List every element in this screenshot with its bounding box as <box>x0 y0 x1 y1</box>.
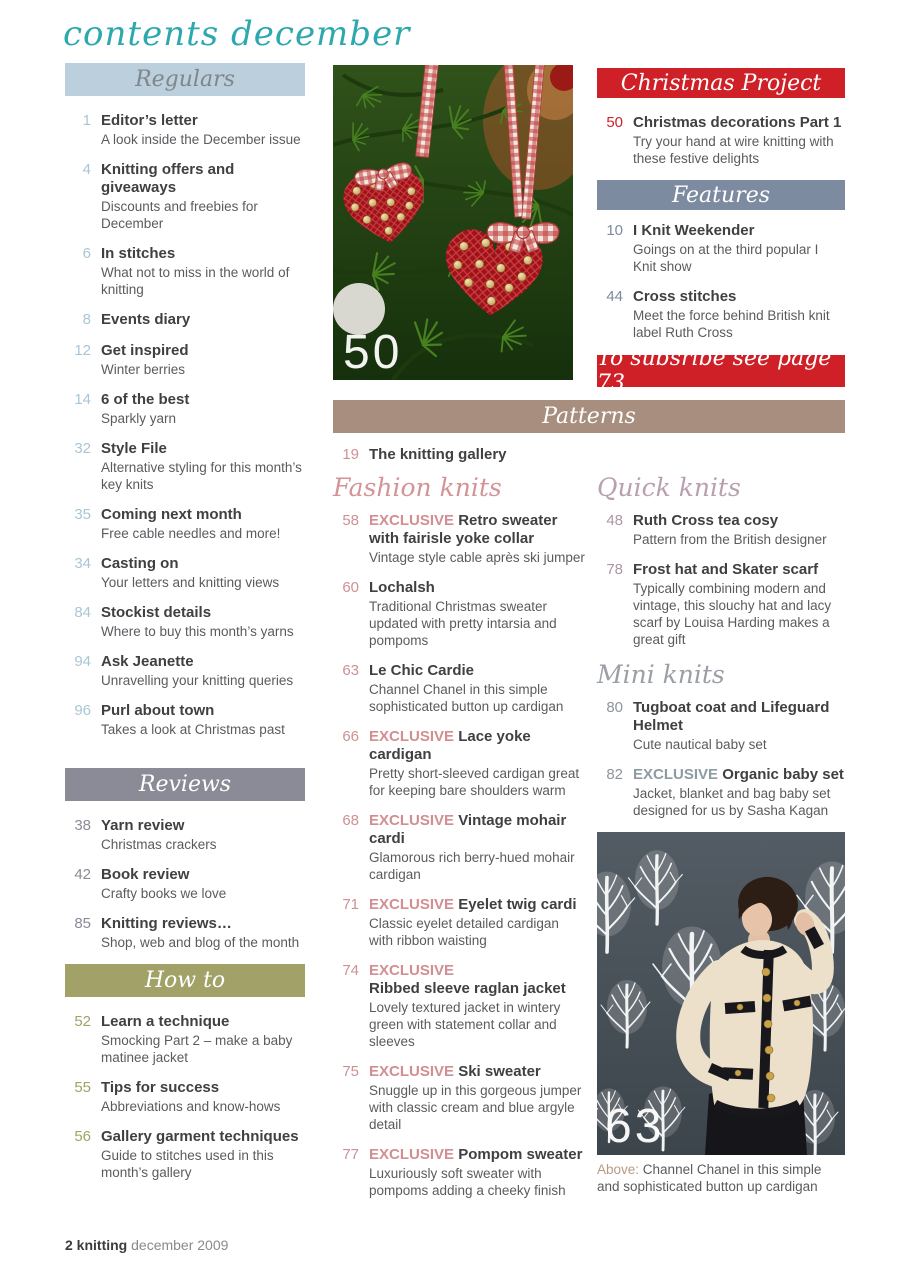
toc-page-number: 58 <box>342 512 359 529</box>
toc-entry-subtitle: Crafty books we love <box>101 886 227 901</box>
toc-item <box>597 766 847 819</box>
toc-entry-title: Editor’s letter <box>101 112 198 129</box>
toc-entry-subtitle: Meet the force behind British knit label Ruth Cross <box>633 308 830 340</box>
toc-entry-title: The knitting gallery <box>369 446 507 463</box>
toc-entry-title: 6 of the best <box>101 391 190 408</box>
toc-item <box>333 962 585 1050</box>
regulars-list <box>65 112 305 738</box>
right-column-top <box>597 68 845 396</box>
toc-entry-title: Ask Jeanette <box>101 653 194 670</box>
exclusive-tag: EXCLUSIVE <box>633 766 719 783</box>
toc-entry-title: Book review <box>101 866 190 883</box>
toc-item <box>597 288 845 341</box>
toc-page-number: 75 <box>342 1063 359 1080</box>
exclusive-tag: EXCLUSIVE <box>369 1063 455 1080</box>
toc-entry-subtitle: Pattern from the British designer <box>633 532 827 547</box>
toc-entry-subtitle: Vintage style cable après ski jumper <box>369 550 585 565</box>
toc-entry-subtitle: Unravelling your knitting queries <box>101 673 294 688</box>
toc-entry-subtitle: Lovely textured jacket in wintery green with statement collar and sleeves <box>369 1000 561 1049</box>
toc-page-number: 32 <box>74 440 91 457</box>
toc-entry-title: EXCLUSIVE Organic baby set <box>633 766 844 783</box>
christmas-project-list <box>597 114 845 167</box>
exclusive-tag: EXCLUSIVE <box>369 962 455 979</box>
toc-item <box>65 555 305 591</box>
toc-entry-title: Christmas decorations Part 1 <box>633 114 842 131</box>
toc-page-number: 52 <box>74 1013 91 1030</box>
toc-item <box>65 817 305 853</box>
toc-item <box>333 579 585 649</box>
toc-item <box>597 699 847 753</box>
toc-entry-title: Frost hat and Skater scarf <box>633 561 819 578</box>
toc-entry-title: Le Chic Cardie <box>369 662 475 679</box>
toc-page-number: 55 <box>74 1079 91 1096</box>
toc-entry-subtitle: Free cable needles and more! <box>101 526 281 541</box>
toc-entry-subtitle: Sparkly yarn <box>101 411 177 426</box>
toc-item <box>65 702 305 738</box>
toc-page-number: 42 <box>74 866 91 883</box>
toc-item <box>597 512 847 548</box>
toc-item <box>65 245 305 298</box>
toc-page-number: 12 <box>74 342 91 359</box>
toc-entry-subtitle: Try your hand at wire knitting with these festive delights <box>633 134 834 166</box>
toc-page-number: 34 <box>74 555 91 572</box>
toc-entry-title: Lochalsh <box>369 579 435 596</box>
exclusive-tag: EXCLUSIVE <box>369 1146 455 1163</box>
toc-entry-title: Gallery garment techniques <box>101 1128 299 1145</box>
section-header-features: Features <box>597 180 845 210</box>
toc-page-number: 44 <box>606 288 623 305</box>
toc-entry-title: Cross stitches <box>633 288 737 305</box>
toc-item <box>597 222 845 275</box>
toc-item <box>597 114 845 167</box>
section-header-patterns: Patterns <box>333 400 845 433</box>
toc-item <box>333 1146 585 1199</box>
toc-item <box>597 561 847 648</box>
toc-entry-subtitle: Smocking Part 2 – make a baby matinee jacket <box>101 1033 293 1065</box>
toc-item <box>333 1063 585 1133</box>
toc-entry-title: Tugboat coat and Lifeguard Helmet <box>633 699 830 734</box>
toc-entry-title: Purl about town <box>101 702 215 719</box>
photo-page-number-50: 50 <box>343 326 403 379</box>
exclusive-tag: EXCLUSIVE <box>369 896 455 913</box>
toc-page-number: 74 <box>342 962 359 979</box>
page-title: contents december <box>63 14 411 54</box>
howto-list <box>65 1013 305 1181</box>
photo-caption <box>597 1161 845 1195</box>
toc-item <box>333 728 585 799</box>
section-header-christmas-project: Christmas Project <box>597 68 845 98</box>
toc-entry-title: Knitting reviews… <box>101 915 232 932</box>
toc-entry-subtitle: Channel Chanel in this simple sophisticated button up cardigan <box>369 682 564 714</box>
toc-entry-title: EXCLUSIVE Eyelet twig cardi <box>369 896 577 913</box>
toc-entry-title: Ruth Cross tea cosy <box>633 512 779 529</box>
caption-text: Channel Chanel in this simple and sophisticated button up cardigan <box>597 1162 822 1194</box>
toc-entry-title: Tips for success <box>101 1079 220 1096</box>
toc-entry-title: Ribbed sleeve raglan jacket <box>369 980 566 997</box>
toc-item <box>65 1128 305 1181</box>
toc-entry-title: Learn a technique <box>101 1013 230 1030</box>
toc-entry-subtitle: Goings on at the third popular I Knit show <box>633 242 819 274</box>
toc-entry-subtitle: Snuggle up in this gorgeous jumper with classic cream and blue argyle detail <box>369 1083 582 1132</box>
toc-page-number: 94 <box>74 653 91 670</box>
exclusive-tag: EXCLUSIVE <box>369 728 455 745</box>
toc-page-number: 8 <box>82 311 91 328</box>
toc-page-number: 66 <box>342 728 359 745</box>
model-illustration <box>597 832 845 1155</box>
toc-item <box>65 1079 305 1115</box>
toc-item <box>65 342 305 378</box>
toc-item <box>333 812 585 883</box>
toc-entry-title: Style File <box>101 440 167 457</box>
toc-page-number: 63 <box>342 662 359 679</box>
exclusive-tag: EXCLUSIVE <box>369 512 455 529</box>
subsection-header-quick-knits: Quick knits <box>597 473 741 502</box>
toc-page-number: 80 <box>606 699 623 716</box>
toc-page-number: 60 <box>342 579 359 596</box>
section-header-reviews: Reviews <box>65 768 305 801</box>
toc-entry-subtitle: Glamorous rich berry-hued mohair cardigan <box>369 850 575 882</box>
toc-entry-title: Events diary <box>101 311 191 328</box>
section-header-howto: How to <box>65 964 305 997</box>
toc-item <box>65 604 305 640</box>
toc-entry-subtitle: Where to buy this month’s yarns <box>101 624 294 639</box>
toc-item <box>65 112 305 148</box>
christmas-ornaments-illustration <box>333 65 573 380</box>
toc-page-number: 85 <box>74 915 91 932</box>
left-column <box>65 63 305 1194</box>
toc-item <box>65 161 305 232</box>
toc-item <box>65 440 305 493</box>
toc-entry-subtitle: Winter berries <box>101 362 186 377</box>
toc-item <box>65 653 305 689</box>
toc-entry-subtitle: Cute nautical baby set <box>633 737 767 752</box>
quick-knits-list <box>597 512 847 648</box>
footer-page-label: 2 knitting <box>65 1237 128 1253</box>
toc-item <box>65 311 305 329</box>
toc-item <box>333 896 585 949</box>
toc-entry-title: Knitting offers and giveaways <box>101 161 235 196</box>
toc-entry-subtitle: Takes a look at Christmas past <box>101 722 285 737</box>
toc-item <box>65 915 305 951</box>
toc-entry-title: EXCLUSIVE Pompom sweater <box>369 1146 583 1163</box>
toc-page-number: 71 <box>342 896 359 913</box>
caption-label: Above: <box>597 1162 640 1177</box>
toc-entry-title: Get inspired <box>101 342 189 359</box>
toc-item <box>65 391 305 427</box>
toc-entry-subtitle: Classic eyelet detailed cardigan with ribbon waisting <box>369 916 559 948</box>
toc-page-number: 10 <box>606 222 623 239</box>
toc-page-number: 14 <box>74 391 91 408</box>
toc-entry-subtitle: Luxuriously soft sweater with pompoms adding a cheeky finish <box>369 1166 566 1198</box>
fashion-knits-column <box>333 474 585 1212</box>
features-list <box>597 222 845 341</box>
toc-entry-subtitle: Alternative styling for this month’s key knits <box>101 460 302 492</box>
subsection-header-mini-knits: Mini knits <box>597 660 725 689</box>
toc-page-number: 6 <box>82 245 91 262</box>
toc-item <box>333 446 583 464</box>
toc-entry-title: I Knit Weekender <box>633 222 755 239</box>
photo-page-number-63: 63 <box>605 1100 665 1153</box>
toc-page-number: 50 <box>606 114 623 131</box>
toc-entry-title: Coming next month <box>101 506 242 523</box>
toc-entry-subtitle: Your letters and knitting views <box>101 575 280 590</box>
toc-page-number: 77 <box>342 1146 359 1163</box>
toc-item <box>333 662 585 715</box>
toc-entry-subtitle: Abbreviations and know-hows <box>101 1099 281 1114</box>
toc-page-number: 35 <box>74 506 91 523</box>
toc-entry-title: EXCLUSIVE Vintage mohair cardi <box>369 812 567 847</box>
subsection-header-fashion-knits: Fashion knits <box>333 473 502 502</box>
toc-entry-title: Yarn review <box>101 817 185 834</box>
toc-entry-title: EXCLUSIVE Lace yoke cardigan <box>369 728 531 763</box>
quick-knits-column <box>597 474 847 832</box>
model-photo <box>597 832 845 1155</box>
toc-page-number: 68 <box>342 812 359 829</box>
toc-entry-subtitle: Typically combining modern and vintage, this slouchy hat and lacy scarf by Louisa Harding makes a great gift <box>633 581 832 647</box>
toc-entry-subtitle: Jacket, blanket and bag baby set designed for us by Sasha Kagan <box>633 786 831 818</box>
subscribe-banner: To subsribe see page 73 <box>597 355 845 387</box>
toc-entry-subtitle: A look inside the December issue <box>101 132 301 147</box>
toc-page-number: 4 <box>82 161 91 178</box>
toc-page-number: 56 <box>74 1128 91 1145</box>
toc-entry-subtitle: Guide to stitches used in this month’s gallery <box>101 1148 274 1180</box>
christmas-ornaments-photo <box>333 65 573 380</box>
toc-entry-title: In stitches <box>101 245 176 262</box>
toc-entry-subtitle: What not to miss in the world of knitting <box>101 265 290 297</box>
toc-entry-subtitle: Shop, web and blog of the month <box>101 935 300 950</box>
toc-page-number: 96 <box>74 702 91 719</box>
toc-entry-title: Casting on <box>101 555 179 572</box>
toc-item <box>65 1013 305 1066</box>
page-footer <box>65 1237 228 1253</box>
toc-entry-title: Stockist details <box>101 604 212 621</box>
toc-entry-subtitle: Christmas crackers <box>101 837 217 852</box>
toc-page-number: 82 <box>606 766 623 783</box>
section-header-regulars: Regulars <box>65 63 305 96</box>
toc-entry-subtitle: Traditional Christmas sweater updated with pretty intarsia and pompoms <box>369 599 557 648</box>
toc-item <box>333 512 585 566</box>
fashion-knits-list <box>333 512 585 1199</box>
toc-entry-subtitle: Discounts and freebies for December <box>101 199 258 231</box>
toc-item <box>65 506 305 542</box>
toc-page-number: 19 <box>342 446 359 463</box>
toc-page-number: 1 <box>82 112 91 129</box>
toc-item <box>65 866 305 902</box>
reviews-list <box>65 817 305 951</box>
toc-entry-title: EXCLUSIVE Ski sweater <box>369 1063 541 1080</box>
toc-entry-subtitle: Pretty short-sleeved cardigan great for keeping bare shoulders warm <box>369 766 580 798</box>
toc-page-number: 84 <box>74 604 91 621</box>
mini-knits-list <box>597 699 847 819</box>
toc-page-number: 78 <box>606 561 623 578</box>
toc-page-number: 48 <box>606 512 623 529</box>
exclusive-tag: EXCLUSIVE <box>369 812 455 829</box>
toc-page-number: 38 <box>74 817 91 834</box>
footer-issue: december 2009 <box>131 1237 229 1253</box>
toc-entry-title: EXCLUSIVE Retro sweater with fairisle yoke collar <box>369 512 558 547</box>
